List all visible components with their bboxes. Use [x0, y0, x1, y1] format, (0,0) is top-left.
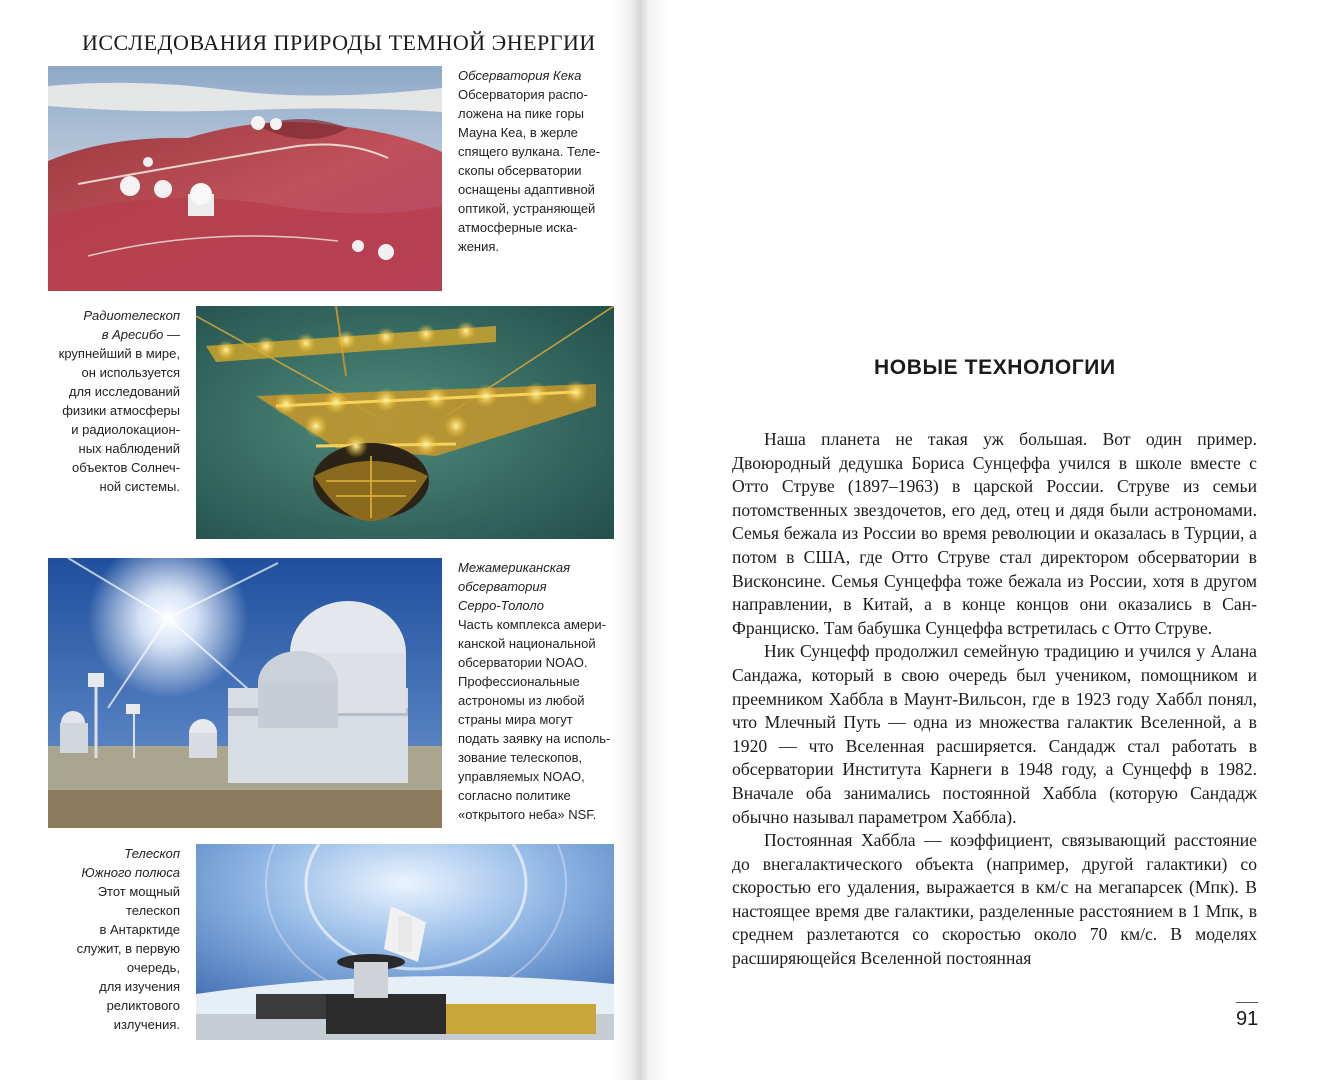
caption-keck-line: Обсерватория распо-	[458, 87, 588, 102]
caption-tololo-line: канской национальной	[458, 636, 596, 651]
caption-arecibo-line: крупнейший в мире,	[58, 346, 180, 361]
right-page	[660, 0, 1318, 1080]
caption-south-pole-line: Этот мощный	[97, 884, 180, 899]
caption-arecibo-line: для исследований	[68, 384, 180, 399]
caption-arecibo-line: физики атмосферы	[62, 403, 180, 418]
caption-keck-line: оснащены адаптивной	[458, 182, 595, 197]
caption-keck	[458, 66, 618, 256]
caption-keck-line: спящего вулкана. Теле-	[458, 144, 601, 159]
cerro-tololo-observatory-photo	[48, 558, 442, 828]
running-head: ИССЛЕДОВАНИЯ ПРИРОДЫ ТЕМНОЙ ЭНЕРГИИ	[82, 30, 596, 55]
caption-south-pole-line: телескоп	[125, 903, 180, 918]
caption-tololo-title: Серро-Тололо	[458, 598, 544, 613]
caption-arecibo-line: объектов Солнеч-	[72, 460, 180, 475]
caption-tololo-line: зование телескопов,	[458, 750, 583, 765]
caption-tololo-line: «открытого неба» NSF.	[458, 807, 597, 822]
page-number: 91	[1236, 1008, 1259, 1030]
caption-arecibo-title: в Аресибо —	[101, 327, 180, 342]
caption-keck-line: оптикой, устраняющей	[458, 201, 596, 216]
caption-keck-line: скопы обсерватории	[458, 163, 582, 178]
caption-arecibo-title: Радиотелескоп	[83, 308, 180, 323]
caption-tololo-line: Часть комплекса амери-	[458, 617, 606, 632]
caption-keck-line: атмосферные иска-	[458, 220, 578, 235]
body-paragraph: Постоянная Хаббла — коэффициент, связывающий расстояние до внегалактического объекта (например, другой галактики) со скоростью его удаления, выражается в км/с на мегапарсек (Мпк). В настоящее время две галактики, разделенные расстоянием в 1 Мпк, в среднем разлетаются со скоростью около 70 км/с. В моделях расширяющейся Вселенной постоянная	[732, 830, 1257, 969]
caption-tololo-line: управляемых NOAO,	[458, 769, 585, 784]
caption-tololo-line: страны мира могут	[458, 712, 573, 727]
caption-tololo-line: согласно политике	[458, 788, 571, 803]
south-pole-telescope-photo	[196, 844, 614, 1040]
arecibo-radio-telescope-photo	[196, 306, 614, 539]
caption-south-pole-line: реликтового	[106, 998, 180, 1013]
caption-arecibo-line: он используется	[81, 365, 180, 380]
body-paragraph: Ник Сунцефф продолжил семейную традицию и учился у Алана Сандажа, который в свою очередь был учеником, помощником и преемником Хаббла в Маунт-Вильсон, где в 1923 году Хаббл понял, что Млечный Путь — одна из множества галактик Вселенной, а в 1920 — что Вселенная расширяется. Сандадж стал работать в обсерватории Института Карнеги в 1948 году, а Сунцефф в 1982. Вначале оба занимались постоянной Хаббла (которую Сандадж обычно называл параметром Хаббла).	[732, 641, 1257, 827]
caption-tololo-line: астрономы из любой	[458, 693, 585, 708]
caption-arecibo-line: ных наблюдений	[78, 441, 180, 456]
caption-tololo	[458, 558, 618, 824]
caption-keck-title: Обсерватория Кека	[458, 68, 582, 83]
caption-arecibo-line: ной системы.	[99, 479, 180, 494]
caption-south-pole-line: для изучения	[99, 979, 180, 994]
caption-south-pole-line: излучения.	[113, 1017, 180, 1032]
caption-south-pole-line: служит, в первую	[76, 941, 180, 956]
left-page	[0, 0, 640, 1080]
caption-arecibo-line: и радиолокацион-	[71, 422, 180, 437]
caption-tololo-title: обсерватория	[458, 579, 547, 594]
caption-south-pole-line: очередь,	[126, 960, 180, 975]
keck-observatory-photo	[48, 66, 442, 291]
page-number-rule	[1236, 1002, 1258, 1003]
caption-keck-line: Мауна Кеа, в жерле	[458, 125, 578, 140]
caption-tololo-title: Межамериканская	[458, 560, 571, 575]
caption-south-pole-title: Телескоп	[124, 846, 180, 861]
caption-tololo-line: Профессиональные	[458, 674, 580, 689]
caption-south-pole	[46, 844, 180, 1034]
body-paragraph: Наша планета не такая уж большая. Вот один пример. Двоюродный дедушка Бориса Сунцеффа учился в школе вместе с Отто Струве (1897–1963) в царской России. Струве из семьи потомственных звездочетов, его дед, отец и дядя были астрономами. Семья бежала из России во время революции и оказалась в Турции, а потом в США, где Отто Струве стал директором обсерватории в Висконсине. Семья Сунцеффа тоже бежала из России, хотя в другом направлении, в Китай, а в конце концов они оказались в Сан-Франциско. Там бабушка Сунцеффа встретилась с Отто Струве.	[732, 429, 1257, 638]
caption-south-pole-line: в Антарктиде	[99, 922, 180, 937]
caption-south-pole-title: Южного полюса	[81, 865, 180, 880]
caption-keck-line: жения.	[458, 239, 500, 254]
body-text	[732, 428, 1257, 971]
caption-keck-line: ложена на пике горы	[458, 106, 585, 121]
caption-tololo-line: подать заявку на исполь-	[458, 731, 611, 746]
caption-tololo-line: обсерватории NOAO.	[458, 655, 588, 670]
section-heading: НОВЫЕ ТЕХНОЛОГИИ	[874, 356, 1116, 379]
caption-arecibo	[46, 306, 180, 496]
